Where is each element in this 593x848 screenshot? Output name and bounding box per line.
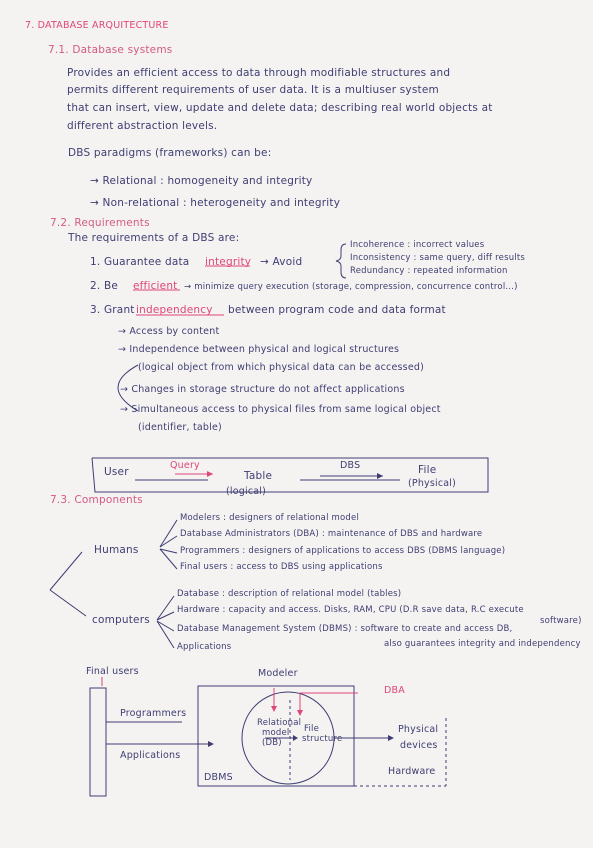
paradigm-non-relational: → Non-relational : heterogeneity and integrity <box>90 197 341 209</box>
paradigms-intro: DBS paradigms (frameworks) can be: <box>68 147 272 159</box>
flow-table: Table <box>244 470 273 482</box>
diagram-final-users: Final users <box>86 666 139 677</box>
diagram-devices: devices <box>400 740 438 751</box>
independency-item-4-note: (identifier, table) <box>138 422 222 433</box>
computers-dbms: Database Management System (DBMS) : software to create and access DB, <box>177 624 513 634</box>
requirement-1-label: 1. Guarantee data <box>90 256 190 268</box>
requirement-2-detail: → minimize query execution (storage, compression, concurrence control...) <box>184 282 518 292</box>
requirement-3-keyword: independency <box>136 304 213 316</box>
independency-item-1: → Access by content <box>118 326 220 337</box>
section-title: 7. DATABASE ARQUITECTURE <box>25 20 169 31</box>
humans-programmers: Programmers : designers of applications to access DBS (DBMS language) <box>180 546 506 556</box>
flow-dbs: DBS <box>340 460 361 471</box>
requirement-3-detail: between program code and data format <box>228 304 446 316</box>
computers-database: Database : description of relational model (tables) <box>177 589 402 599</box>
requirements-intro: The requirements of a DBS are: <box>68 232 240 244</box>
paragraph-line-2: permits different requirements of user data. It is a multiuser system <box>67 84 439 96</box>
diagram-relational: Relational <box>257 718 302 728</box>
computers-hardware: Hardware : capacity and access. Disks, RAM, CPU (D.R save data, R.C execute <box>177 605 524 615</box>
diagram-programmers: Programmers <box>120 708 187 719</box>
computers-hardware-cont: software) <box>540 616 582 626</box>
flow-file: File <box>418 464 437 476</box>
diagram-file: File <box>304 724 320 734</box>
paragraph-line-3: that can insert, view, update and delete data; describing real world objects at <box>67 102 493 114</box>
requirement-2-label: 2. Be <box>90 280 119 292</box>
diagram-dba: DBA <box>384 685 405 696</box>
flow-query: Query <box>170 460 200 471</box>
subsection-title-7-2: 7.2. Requirements <box>50 217 150 229</box>
subsection-title-7-1: 7.1. Database systems <box>48 44 173 56</box>
avoid-redundancy: Redundancy : repeated information <box>350 266 508 276</box>
requirement-3-label: 3. Grant <box>90 304 135 316</box>
requirement-1-keyword: integrity <box>205 256 252 268</box>
requirement-2-keyword: efficient <box>133 280 178 292</box>
diagram-applications: Applications <box>120 750 181 761</box>
independency-item-3: → Changes in storage structure do not affect applications <box>120 384 405 395</box>
humans-modelers: Modelers : designers of relational model <box>180 513 360 523</box>
paragraph-line-4: different abstraction levels. <box>67 120 218 132</box>
diagram-dbms: DBMS <box>204 772 233 783</box>
avoid-inconsistency: Inconsistency : same query, diff results <box>350 253 526 263</box>
humans-dba: Database Administrators (DBA) : maintenance of DBS and hardware <box>180 529 483 539</box>
diagram-model: model <box>262 728 290 738</box>
paradigm-relational: → Relational : homogeneity and integrity <box>90 175 313 187</box>
paragraph-line-1: Provides an efficient access to data through modifiable structures and <box>67 67 451 79</box>
independency-item-2: → Independence between physical and logical structures <box>118 344 400 355</box>
independency-item-2-note: (logical object from which physical data can be accessed) <box>138 362 425 373</box>
diagram-db: (DB) <box>262 738 282 748</box>
diagram-structure: structure <box>302 734 343 744</box>
diagram-modeler: Modeler <box>258 668 298 679</box>
computers-label: computers <box>92 614 150 626</box>
flow-user: User <box>104 466 129 478</box>
avoid-incoherence: Incoherence : incorrect values <box>350 240 485 250</box>
flow-physical: (Physical) <box>408 478 457 489</box>
flow-logical: (logical) <box>226 486 267 497</box>
humans-final-users: Final users : access to DBS using applications <box>180 562 383 572</box>
diagram-physical: Physical <box>398 724 439 735</box>
humans-label: Humans <box>94 544 139 556</box>
computers-dbms-cont: also guarantees integrity and independency <box>384 639 581 649</box>
subsection-title-7-3: 7.3. Components <box>50 494 143 506</box>
requirement-1-avoid: → Avoid <box>260 256 303 268</box>
diagram-hardware: Hardware <box>388 766 436 777</box>
computers-applications: Applications <box>177 642 232 652</box>
independency-item-4: → Simultaneous access to physical files from same logical object <box>120 404 441 415</box>
